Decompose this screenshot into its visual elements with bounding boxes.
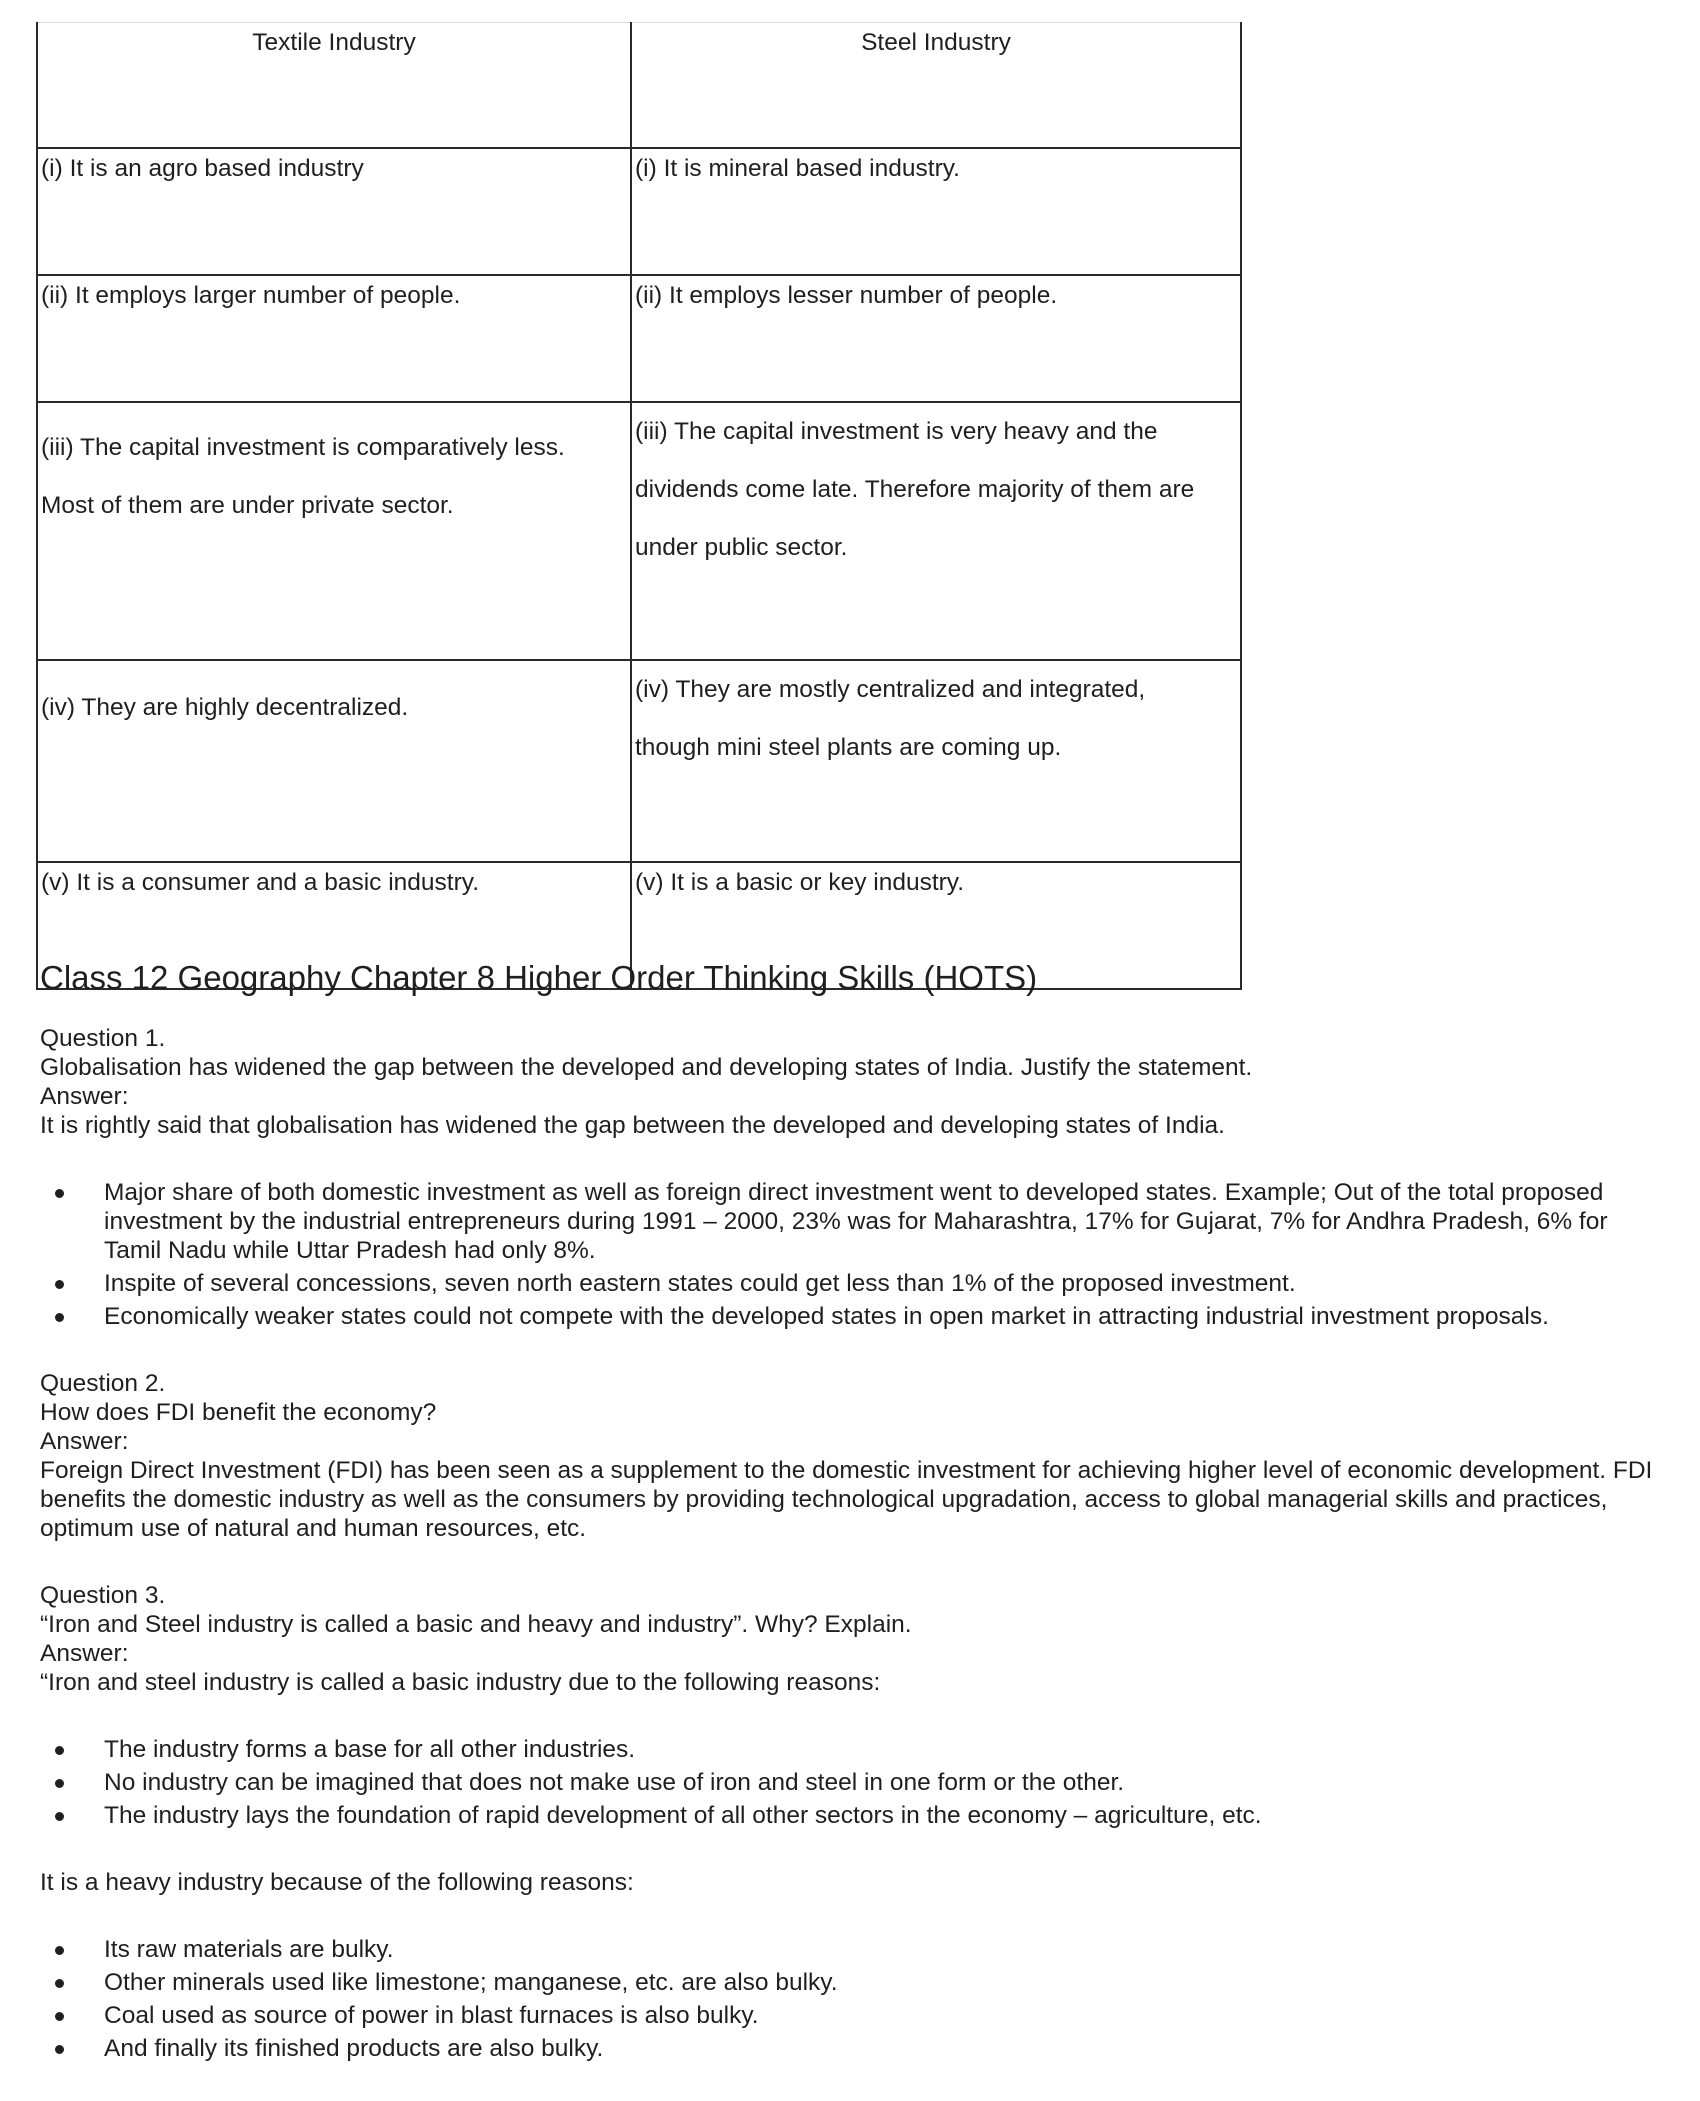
hots-section	[40, 958, 1660, 2101]
question-label: Question 1.	[40, 1025, 166, 1052]
cell-line: dividends come late. Therefore majority of them are	[635, 476, 1195, 503]
basic-reasons-list	[40, 1735, 1660, 1830]
cell-line: (i) It is an agro based industry	[41, 155, 364, 182]
list-item: The industry forms a base for all other industries.	[104, 1735, 1660, 1764]
question-block-3	[40, 1581, 1660, 2063]
list-item: Other minerals used like limestone; manganese, etc. are also bulky.	[104, 1968, 1660, 1997]
cell-line: (iv) They are mostly centralized and integrated,	[635, 676, 1146, 703]
answer-intro: It is rightly said that globalisation has widened the gap between the developed and developing states of India.	[40, 1112, 1225, 1139]
answer-intro: “Iron and steel industry is called a basic industry due to the following reasons:	[40, 1669, 881, 1696]
list-item: The industry lays the foundation of rapid development of all other sectors in the economy – agriculture, etc.	[104, 1801, 1660, 1830]
answer-label: Answer:	[40, 1640, 129, 1667]
cell-line: (v) It is a basic or key industry.	[635, 869, 965, 896]
question-block-2	[40, 1369, 1660, 1543]
textile-cell	[37, 660, 631, 862]
question-label: Question 2.	[40, 1370, 166, 1397]
steel-cell	[631, 660, 1241, 862]
section-title: Class 12 Geography Chapter 8 Higher Order Thinking Skills (HOTS)	[40, 959, 1038, 996]
list-item: Major share of both domestic investment as well as foreign direct investment went to developed states. Example; Out of the total proposed investment by the industrial entrepreneurs during 1991 – 2000, 23% was for Maharashtra, 17% for Gujarat, 7% for Andhra Pradesh, 6% for Tamil Nadu while Uttar Pradesh had only 8%.	[104, 1178, 1660, 1265]
header-steel-industry: Steel Industry	[631, 23, 1241, 149]
list-item: No industry can be imagined that does not make use of iron and steel in one form or the other.	[104, 1768, 1660, 1797]
table-row	[37, 402, 1241, 660]
list-item: Coal used as source of power in blast furnaces is also bulky.	[104, 2001, 1660, 2030]
cell-line: (ii) It employs larger number of people.	[41, 282, 461, 309]
table-row	[37, 660, 1241, 862]
heavy-reasons-list	[40, 1935, 1660, 2063]
cell-line: (v) It is a consumer and a basic industry.	[41, 869, 479, 896]
cell-line: though mini steel plants are coming up.	[635, 734, 1062, 761]
textile-cell	[37, 148, 631, 275]
answer-label: Answer:	[40, 1083, 129, 1110]
list-item: Inspite of several concessions, seven north eastern states could get less than 1% of the proposed investment.	[104, 1269, 1660, 1298]
heavy-intro: It is a heavy industry because of the following reasons:	[40, 1869, 634, 1896]
table-row	[37, 148, 1241, 275]
textile-cell	[37, 402, 631, 660]
cell-line: (ii) It employs lesser number of people.	[635, 282, 1058, 309]
answer-bullet-list	[40, 1178, 1660, 1331]
answer-text: Foreign Direct Investment (FDI) has been seen as a supplement to the domestic investment for achieving higher level of economic development. FDI benefits the domestic industry as well as the consumers by providing technological upgradation, access to global managerial skills and practices, optimum use of natural and human resources, etc.	[40, 1457, 1653, 1542]
list-item: Economically weaker states could not compete with the developed states in open market in attracting industrial investment proposals.	[104, 1302, 1660, 1331]
question-text: “Iron and Steel industry is called a basic and heavy and industry”. Why? Explain.	[40, 1611, 912, 1638]
list-item: And finally its finished products are also bulky.	[104, 2034, 1660, 2063]
header-textile-industry: Textile Industry	[37, 23, 631, 149]
table-header-row	[37, 23, 1241, 149]
answer-label: Answer:	[40, 1428, 129, 1455]
cell-line: (iii) The capital investment is very heavy and the	[635, 418, 1158, 445]
cell-line: (iii) The capital investment is comparatively less.	[41, 434, 565, 461]
steel-cell	[631, 148, 1241, 275]
cell-line: (iv) They are highly decentralized.	[41, 694, 409, 721]
question-block-1	[40, 1024, 1660, 1331]
table-row	[37, 275, 1241, 402]
cell-line: (i) It is mineral based industry.	[635, 155, 960, 182]
question-text: How does FDI benefit the economy?	[40, 1399, 437, 1426]
cell-line: under public sector.	[635, 534, 848, 561]
comparison-table	[36, 22, 1242, 990]
list-item: Its raw materials are bulky.	[104, 1935, 1660, 1964]
steel-cell	[631, 275, 1241, 402]
steel-cell	[631, 402, 1241, 660]
cell-line: Most of them are under private sector.	[41, 492, 454, 519]
question-text: Globalisation has widened the gap between the developed and developing states of India. Justify the statement.	[40, 1054, 1253, 1081]
textile-cell	[37, 275, 631, 402]
question-label: Question 3.	[40, 1582, 166, 1609]
